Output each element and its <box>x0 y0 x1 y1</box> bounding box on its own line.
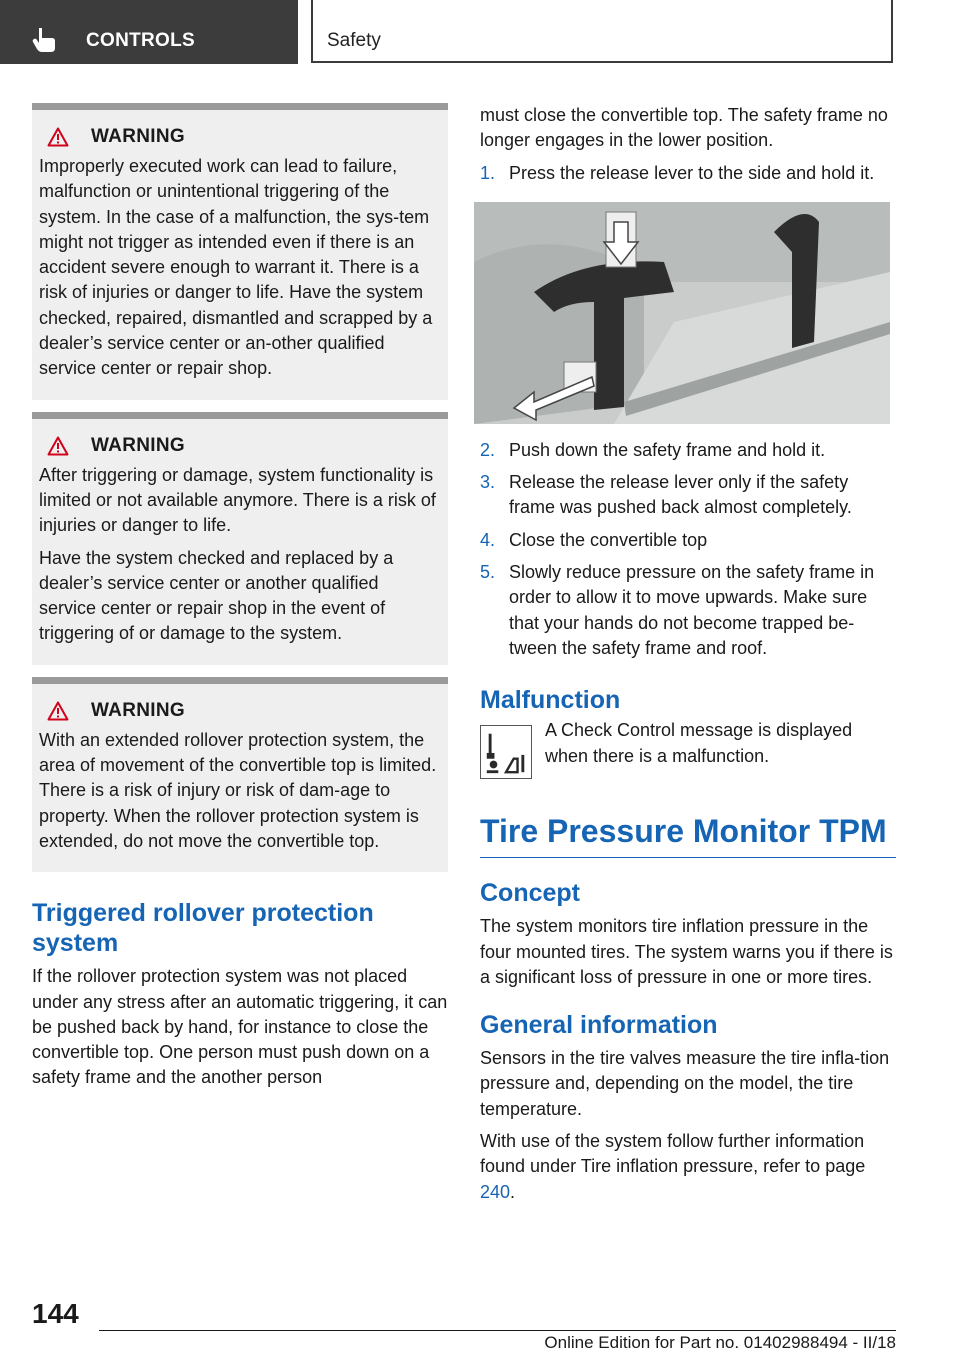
step-number: 4. <box>480 529 496 550</box>
chapter-title: Safety <box>327 30 381 51</box>
chapter-tab <box>311 0 893 63</box>
section-title: CONTROLS <box>86 30 196 51</box>
triggered-heading: Triggered rollover protection system <box>32 899 374 958</box>
rollover-malfunction-icon <box>480 725 532 779</box>
warning-text: Improperly executed work can lead to failure, malfunction or unintentional triggering of the system. In the case of a malfunction, the sys‐tem might not trigger as intended even if there is an accident severe enough to warrant it. There is a risk of injuries or danger to life. Have the system checked, repaired, dismantled and scrapped by a dealer’s service center or an‐other qualified service center or repair shop. <box>39 156 433 379</box>
tpm-heading: Tire Pressure Monitor TPM <box>480 811 896 858</box>
edition-note: Online Edition for Part no. 01402988494 - II/18 <box>544 1333 896 1352</box>
step-text: Push down the safety frame and hold it. <box>509 439 826 460</box>
step-number: 5. <box>480 562 496 583</box>
warning-title: WARNING <box>91 699 185 721</box>
continued-text: must close the convertible top. The safety frame no longer engages in the lower position. <box>480 105 888 151</box>
left-column <box>32 103 448 1098</box>
general-text <box>480 1129 896 1205</box>
warning-text: With an extended rollover protection system, the area of movement of the convertible top is limited. There is a risk of injury or risk of dam‐age to property. When the rollover protection system is extended, do not move the convertible top. <box>39 729 437 851</box>
general-text-end: . <box>510 1181 516 1202</box>
concept-text: The system monitors tire inflation pressure in the four mounted tires. The system warns you if there is a significant loss of pressure in one or more tires. <box>480 916 893 987</box>
step-text: Slowly reduce pressure on the safety frame in order to allow it to move upwards. Make sure that your hands do not become trapped be‐tween the safety frame and roof. <box>509 562 875 658</box>
page-number: 144 <box>32 1298 79 1329</box>
triggered-text: If the rollover protection system was not placed under any stress after an automatic triggering, it can be pushed back by hand, for instance to close the convertible top. One person must push down on a safety frame and the another person <box>32 966 448 1088</box>
step-item <box>480 161 896 186</box>
warning-box <box>32 677 448 872</box>
concept-heading: Concept <box>480 879 580 908</box>
step-number: 3. <box>480 472 496 493</box>
step-item <box>480 528 896 553</box>
warning-triangle-icon <box>47 701 69 721</box>
malfunction-text: A Check Control message is displayed when there is a malfunction. <box>545 720 853 766</box>
step-number: 1. <box>480 162 496 183</box>
warning-box <box>32 412 448 665</box>
step-text: Press the release lever to the side and hold it. <box>509 162 875 183</box>
page-link[interactable]: 240 <box>480 1181 511 1202</box>
step-text: Close the convertible top <box>509 529 708 550</box>
footer-divider <box>99 1330 896 1331</box>
warning-title: WARNING <box>91 434 185 456</box>
step-text: Release the release lever only if the safety frame was pushed back almost completely. <box>509 472 852 518</box>
step-item <box>480 470 896 521</box>
pointing-hand-icon <box>30 26 60 54</box>
warning-title: WARNING <box>91 126 185 147</box>
section-tab <box>0 0 298 64</box>
warning-triangle-icon <box>47 127 69 147</box>
warning-box <box>32 103 448 400</box>
warning-text: Have the system checked and replaced by a dealer’s service center or another qualified service center or repair shop in the event of triggering of or damage to the system. <box>39 547 394 644</box>
rollover-bar-photo <box>474 202 890 424</box>
step-item <box>480 560 896 661</box>
right-column <box>480 103 896 1212</box>
general-text: Sensors in the tire valves measure the tire infla‐tion pressure and, depending on the model, the tire temperature. <box>480 1048 890 1119</box>
malfunction-heading: Malfunction <box>480 686 621 715</box>
step-item <box>480 438 896 463</box>
general-text-lead: With use of the system follow further information found under Tire inflation pressure, refer to page <box>480 1131 866 1177</box>
warning-triangle-icon <box>47 436 69 456</box>
warning-text: After triggering or damage, system functionality is limited or not available anymore. There is a risk of injuries or danger to life. <box>39 464 436 536</box>
general-heading: General information <box>480 1011 718 1040</box>
step-number: 2. <box>480 439 496 460</box>
